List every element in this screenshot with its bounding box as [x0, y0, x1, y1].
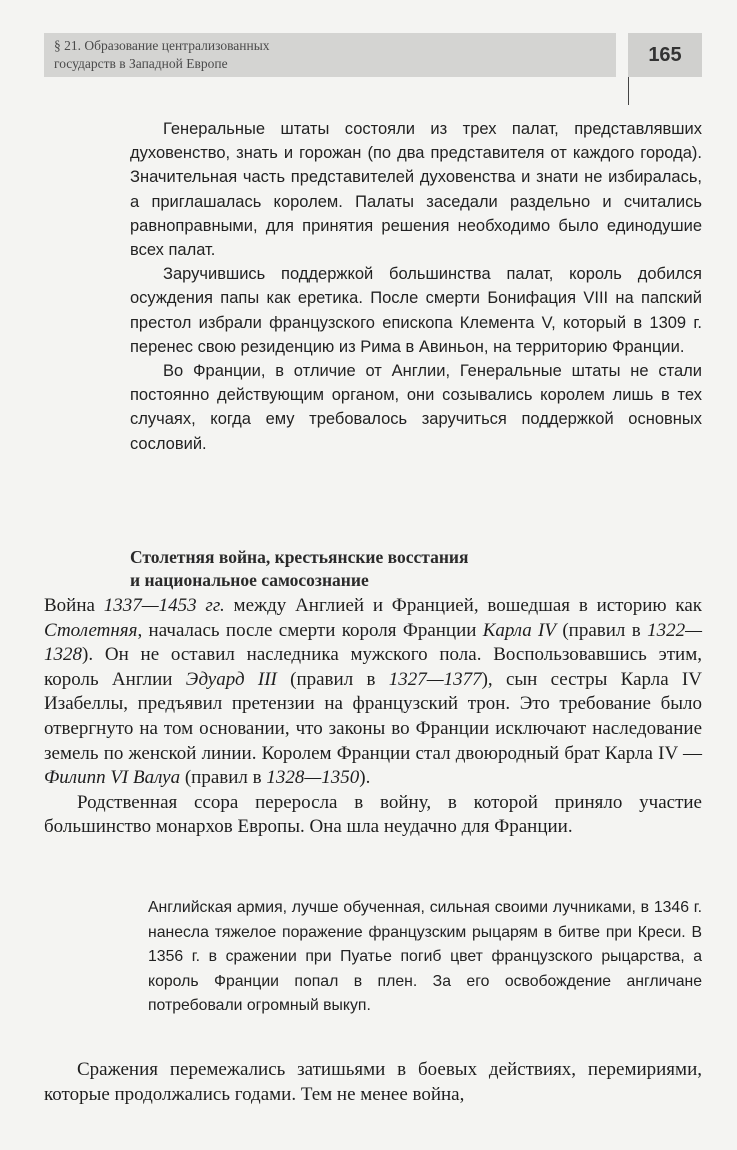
- closing-text: [44, 1058, 702, 1107]
- name-philip-vi: Филипп VI Валуа: [44, 767, 181, 789]
- note-block: [148, 896, 702, 1019]
- main-paragraph: Война 1337—1453 гг. между Англией и Францией, вошедшая в историю как Столетняя, началась после смерти короля Франции Карла IV (правил в 1322—1328). Он не оставил наследника мужского пола. Воспользовавшись этим, король Англии Эдуард III (правил в 1327—1377), сын сестры Карла IV Изабеллы, предъявил претензии на французский трон. Это требование было отвергнуто на том основании, что законы во Франции исключают наследование земель по женской линии. Королем Франции стал двоюродный брат Карла IV — Филипп VI Валуа (правил в 1328—1350).: [44, 595, 702, 789]
- years-of-war: 1337—1453 гг.: [103, 595, 225, 616]
- intro-paragraph-3: Во Франции, в отличие от Англии, Генеральные штаты не стали постоянно действующим органом, они созывались королем лишь в тех случаях, когда ему требовалось заручиться поддержкой основных сословий.: [130, 362, 702, 453]
- war-paragraph: Родственная ссора переросла в войну, в которой приняло участие большинство монархов Европы. Она шла неудачно для Франции.: [44, 791, 702, 838]
- reign-philip-vi: 1328—1350: [266, 767, 360, 789]
- note-paragraph: Английская армия, лучше обученная, сильная своими лучниками, в 1346 г. нанесла тяжелое поражение французским рыцарям в битве при Креси. В 1356 г. в сражении при Пуатье погиб цвет французского рыцарства, а король Франции попал в плен. За его освобождение англичане потребовали огромный выкуп.: [148, 899, 702, 1015]
- running-title-line1: § 21. Образование централизованных: [54, 38, 270, 53]
- name-edward-iii: Эдуард III: [185, 668, 277, 690]
- intro-paragraph-2: Заручившись поддержкой большинства палат, король добился осуждения папы как еретика. После смерти Бонифация VIII на папский престол избрали французского епископа Клемента V, который в 1309 г. перенес свою резиденцию из Рима в Авиньон, на территорию Франции.: [130, 265, 702, 356]
- section-heading: [130, 546, 468, 592]
- term-hundred-years: Столетняя: [44, 619, 138, 641]
- running-title-line2: государств в Западной Европе: [54, 56, 228, 71]
- reign-edward-iii: 1327—1377: [388, 668, 482, 690]
- main-text: [44, 594, 702, 840]
- closing-paragraph: Сражения перемежались затишьями в боевых действиях, перемириями, которые продолжались годами. Тем не менее война,: [44, 1059, 702, 1105]
- running-header: [44, 33, 616, 77]
- intro-paragraph-1: Генеральные штаты состояли из трех палат, представлявших духовенство, знать и горожан (по два представителя от каждого города). Значительная часть представителей духовенства и знати не избиралась, а приглашалась королем. Палаты заседали раздельно и считались равноправными, для принятия решения необходимо было единодушие всех палат.: [130, 120, 702, 260]
- intro-text: [130, 117, 702, 456]
- page-number: 165: [628, 33, 702, 77]
- section-heading-line1: Столетняя война, крестьянские восстания: [130, 547, 469, 567]
- header-divider: [628, 77, 629, 105]
- section-heading-line2: и национальное самосознание: [130, 570, 369, 590]
- name-charles-iv: Карла IV: [482, 619, 556, 641]
- reign-charles-iv: 1322—1328: [44, 619, 702, 666]
